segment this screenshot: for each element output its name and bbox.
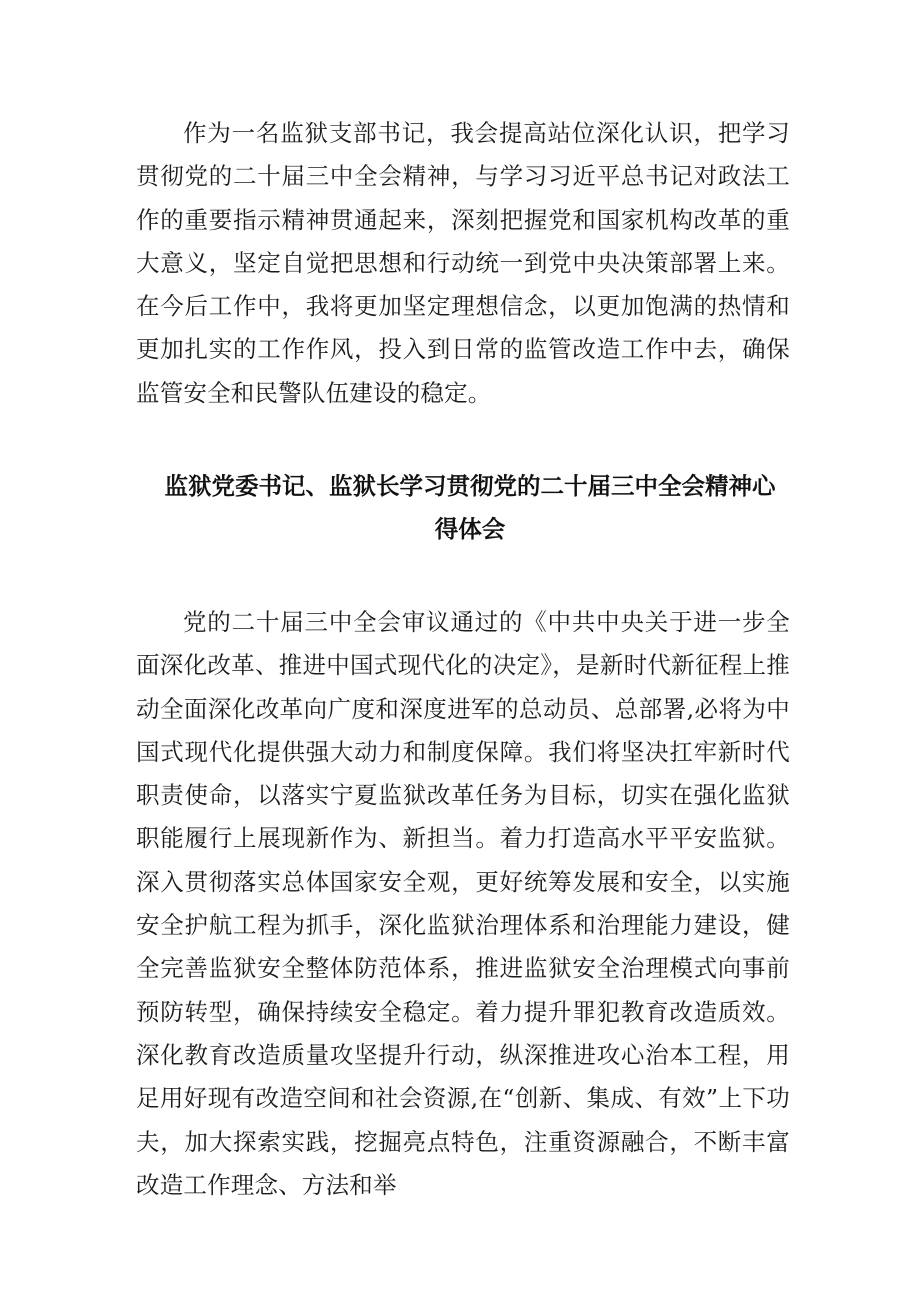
body-paragraph-2: 党的二十届三中全会审议通过的《中共中央关于进一步全面深化改革、推进中国式现代化的决定》，是新时代新征程上推动全面深化改革向广度和深度进军的总动员、总部署,必将为中国式现代化提供强大动力和制度保障。我们将坚决扛牢新时代职责使命，以落实宁夏监狱改革任务为目标，切实在强化监狱职能履行上展现新作为、新担当。着力打造高水平平安监狱。深入贯彻落实总体国家安全观，更好统筹发展和安全，以实施安全护航工程为抓手，深化监狱治理体系和治理能力建设，健全完善监狱安全整体防范体系，推进监狱安全治理模式向事前预防转型，确保持续安全稳定。着力提升罪犯教育改造质效。深化教育改造质量攻坚提升行动，纵深推进攻心治本工程，用足用好现有改造空间和社会资源,在“创新、集成、有效”上下功夫，加大探索实践，挖掘亮点特色，注重资源融合，不断丰富改造工作理念、方法和举 — [136, 608, 790, 1199]
body-paragraph-1: 作为一名监狱支部书记，我会提高站位深化认识，把学习贯彻党的二十届三中全会精神，与学习习近平总书记对政法工作的重要指示精神贯通起来，深刻把握党和国家机构改革的重大意义，坚定自觉把思想和行动统一到党中央决策部署上来。在今后工作中，我将更加坚定理想信念，以更加饱满的热情和更加扎实的工作作风，投入到日常的监管改造工作中去，确保监管安全和民警队伍建设的稳定。 — [136, 119, 790, 407]
article-title — [150, 465, 790, 551]
article-title-line-1: 监狱党委书记、监狱长学习贯彻党的二十届三中全会精神心 — [164, 472, 776, 500]
article-title-line-2: 得体会 — [434, 515, 506, 543]
